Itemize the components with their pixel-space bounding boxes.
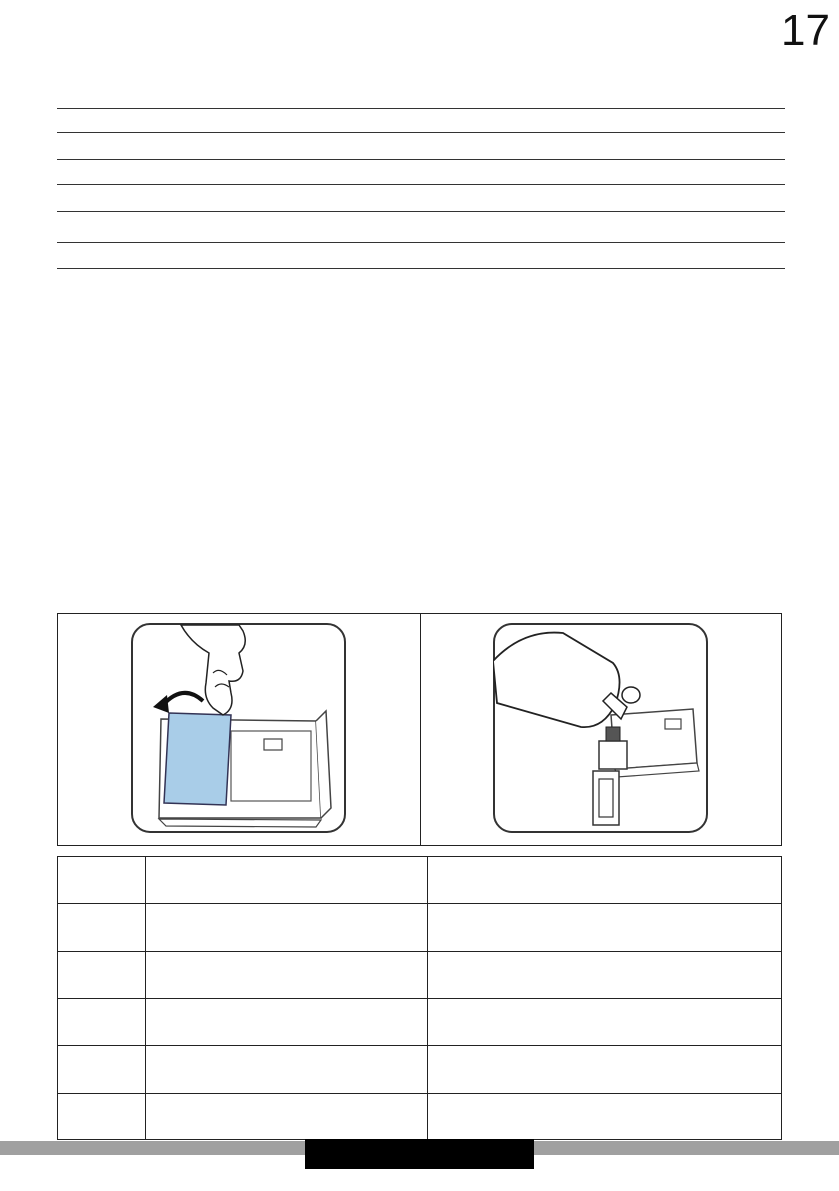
data-table xyxy=(57,856,782,1140)
illustration-fill xyxy=(493,623,708,833)
table-row-divider xyxy=(58,1093,781,1094)
table-row-divider xyxy=(58,1045,781,1046)
footer-block xyxy=(305,1139,534,1169)
illustration-open-lid xyxy=(131,623,346,833)
header-rule xyxy=(57,108,785,109)
table-row-divider xyxy=(58,998,781,999)
open-lid-drawing xyxy=(131,623,346,833)
header-rule xyxy=(57,184,785,185)
table-row-divider xyxy=(58,951,781,952)
figure-panel xyxy=(57,613,782,846)
figure-divider xyxy=(420,614,421,845)
table-row-divider xyxy=(58,903,781,904)
header-rule xyxy=(57,159,785,160)
header-rule xyxy=(57,268,785,269)
page-number: 17 xyxy=(781,6,830,55)
header-rule xyxy=(57,242,785,243)
fill-drawing xyxy=(493,623,708,833)
header-rule xyxy=(57,132,785,133)
header-rule xyxy=(57,211,785,212)
